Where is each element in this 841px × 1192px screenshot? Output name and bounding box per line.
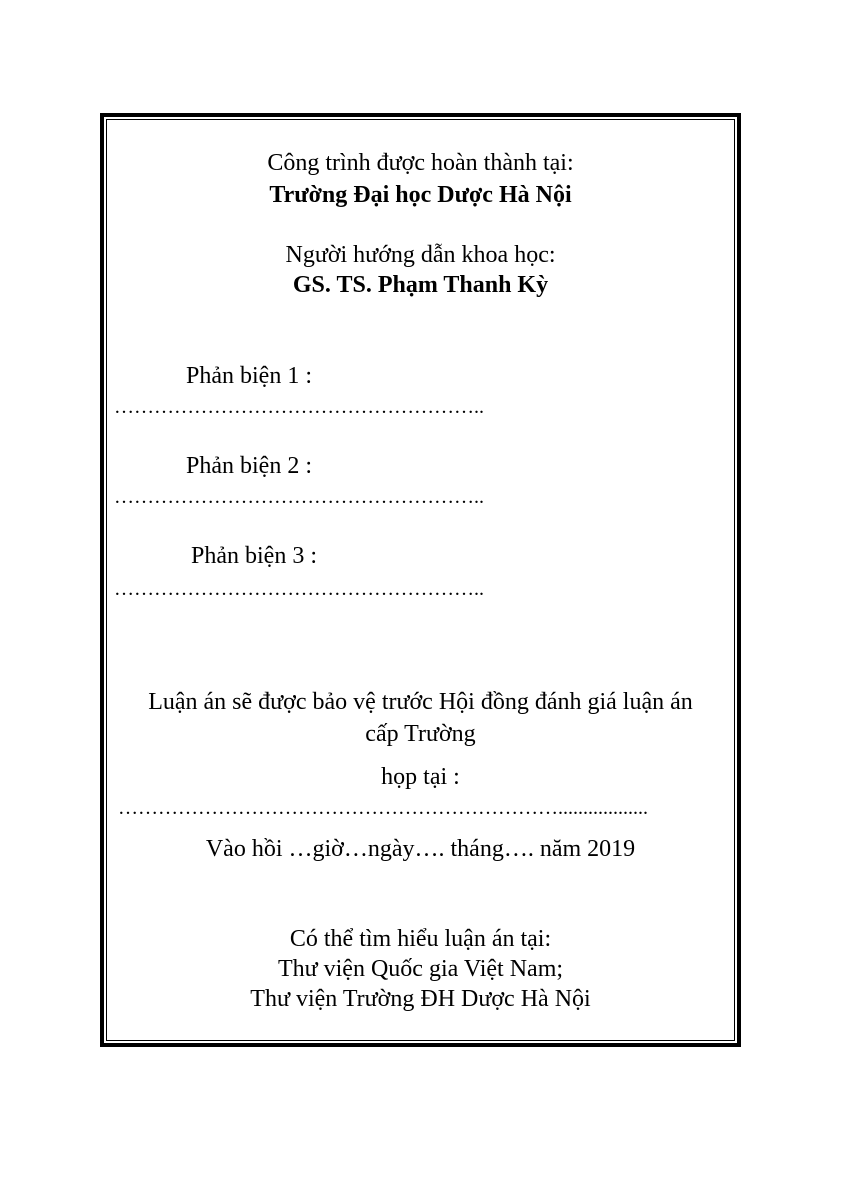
reviewer-3-dots: ………………………………………………..	[114, 578, 484, 600]
library-item-2: Thư viện Trường ĐH Dược Hà Nội	[250, 986, 591, 1012]
reviewer-2-label: Phản biện 2 :	[186, 453, 312, 479]
institution-name: Trường Đại học Dược Hà Nội	[269, 182, 572, 208]
venue-label: họp tại :	[381, 764, 460, 790]
defense-line-1: Luận án sẽ được bảo vệ trước Hội đồng đánh giá luận án	[148, 689, 693, 715]
defense-line-2: cấp Trường	[365, 721, 476, 747]
reviewer-1-dots: ………………………………………………..	[114, 396, 484, 418]
library-item-1: Thư viện Quốc gia Việt Nam;	[277, 956, 564, 982]
supervisor-name: GS. TS. Phạm Thanh Kỳ	[292, 272, 549, 298]
library-label: Có thể tìm hiểu luận án tại:	[289, 926, 552, 952]
reviewer-1-label: Phản biện 1 :	[186, 363, 312, 389]
venue-dots: …………………………………………………………..................	[118, 797, 648, 819]
reviewer-2-dots: ………………………………………………..	[114, 486, 484, 508]
completion-label: Công trình được hoàn thành tại:	[267, 150, 574, 176]
defense-time: Vào hồi …giờ…ngày…. tháng…. năm 2019	[205, 836, 636, 862]
reviewer-3-label: Phản biện 3 :	[191, 543, 317, 569]
supervisor-label: Người hướng dẫn khoa học:	[285, 242, 556, 268]
